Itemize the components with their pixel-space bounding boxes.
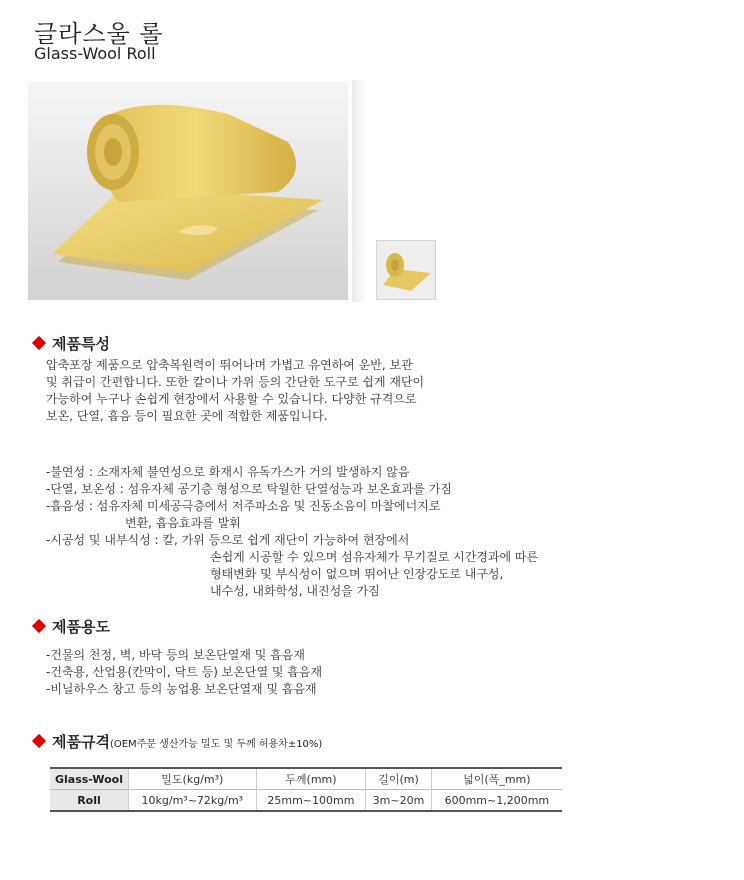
spec-table-header-row [50,768,562,790]
feature-item: -단열, 보온성 : 섬유자체 공기층 형성으로 탁월한 단열성능과 보온효과를 가짐 [46,482,452,496]
spec-column-header: 길이(m) [366,768,432,790]
diamond-bullet-icon [32,619,46,633]
photo-divider [352,80,366,302]
feature-item-continued: 형태변화 및 부식성이 없으며 뛰어난 인장강도로 내구성, [210,567,504,581]
feature-item: -흡음성 : 섬유자체 미세공극층에서 저주파소음 및 진동소음이 마찰에너지로 [46,499,441,513]
use-item: -건축용, 산업용(칸막이, 닥트 등) 보온단열 및 흡음재 [46,665,323,679]
description-line: 보온, 단열, 흡음 등이 필요한 곳에 적합한 제품입니다. [46,409,328,423]
product-thumbnail[interactable] [376,240,436,300]
spec-heading: 제품규격(OEM주문 생산가능 밀도 및 두께 허용차±10%) [34,731,322,752]
spec-column-header: 밀도(kg/m³) [129,768,257,790]
spec-cell: 25mm~100mm [256,790,366,812]
feature-item-continued: 내수성, 내화학성, 내진성을 가짐 [210,584,380,598]
feature-item: -불연성 : 소재자체 불연성으로 화재시 유독가스가 거의 발생하지 않음 [46,465,410,479]
spec-cell: 600mm~1,200mm [431,790,562,812]
spec-table [50,767,562,812]
features-heading: 제품특성 [34,333,110,354]
spec-cell: 3m~20m [366,790,432,812]
product-photo [28,82,348,300]
spec-note: (OEM주문 생산가능 밀도 및 두께 허용차±10%) [109,739,323,750]
page-subtitle: Glass-Wool Roll [34,44,156,63]
description-line: 압축포장 제품으로 압축복원력이 뛰어나며 가볍고 유연하여 운반, 보관 [46,358,413,372]
uses-heading: 제품용도 [34,616,110,637]
use-item: -건물의 천정, 벽, 바닥 등의 보온단열재 및 흡음재 [46,648,305,662]
spec-row-label: Roll [50,790,129,812]
use-item: -비닐하우스 창고 등의 농업용 보온단열재 및 흡음재 [46,682,317,696]
feature-item-continued: 손쉽게 시공할 수 있으며 섬유자체가 무기질로 시간경과에 따른 [210,550,539,564]
spec-column-header: 넓이(폭_mm) [431,768,562,790]
spec-cell: 10kg/m³~72kg/m³ [129,790,257,812]
thumbnail-image [377,241,435,299]
diamond-bullet-icon [32,336,46,350]
spec-column-header: 두께(mm) [256,768,366,790]
product-description [46,357,566,425]
feature-item: -시공성 및 내부식성 : 칼, 가위 등으로 쉽게 재단이 가능하여 현장에서 [46,533,410,547]
description-line: 및 취급이 간편합니다. 또한 칼이나 가위 등의 간단한 도구로 쉽게 재단이 [46,375,425,389]
diamond-bullet-icon [32,734,46,748]
page-title: 글라스울 롤 [34,20,164,48]
spec-table-row [50,790,562,812]
description-line: 가능하여 누구나 손쉽게 현장에서 사용할 수 있습니다. 다양한 규격으로 [46,392,417,406]
feature-item-continued: 변환, 흡음효과를 발휘 [125,516,241,530]
spec-row-label: Glass-Wool [50,768,129,790]
uses-list [46,647,322,698]
